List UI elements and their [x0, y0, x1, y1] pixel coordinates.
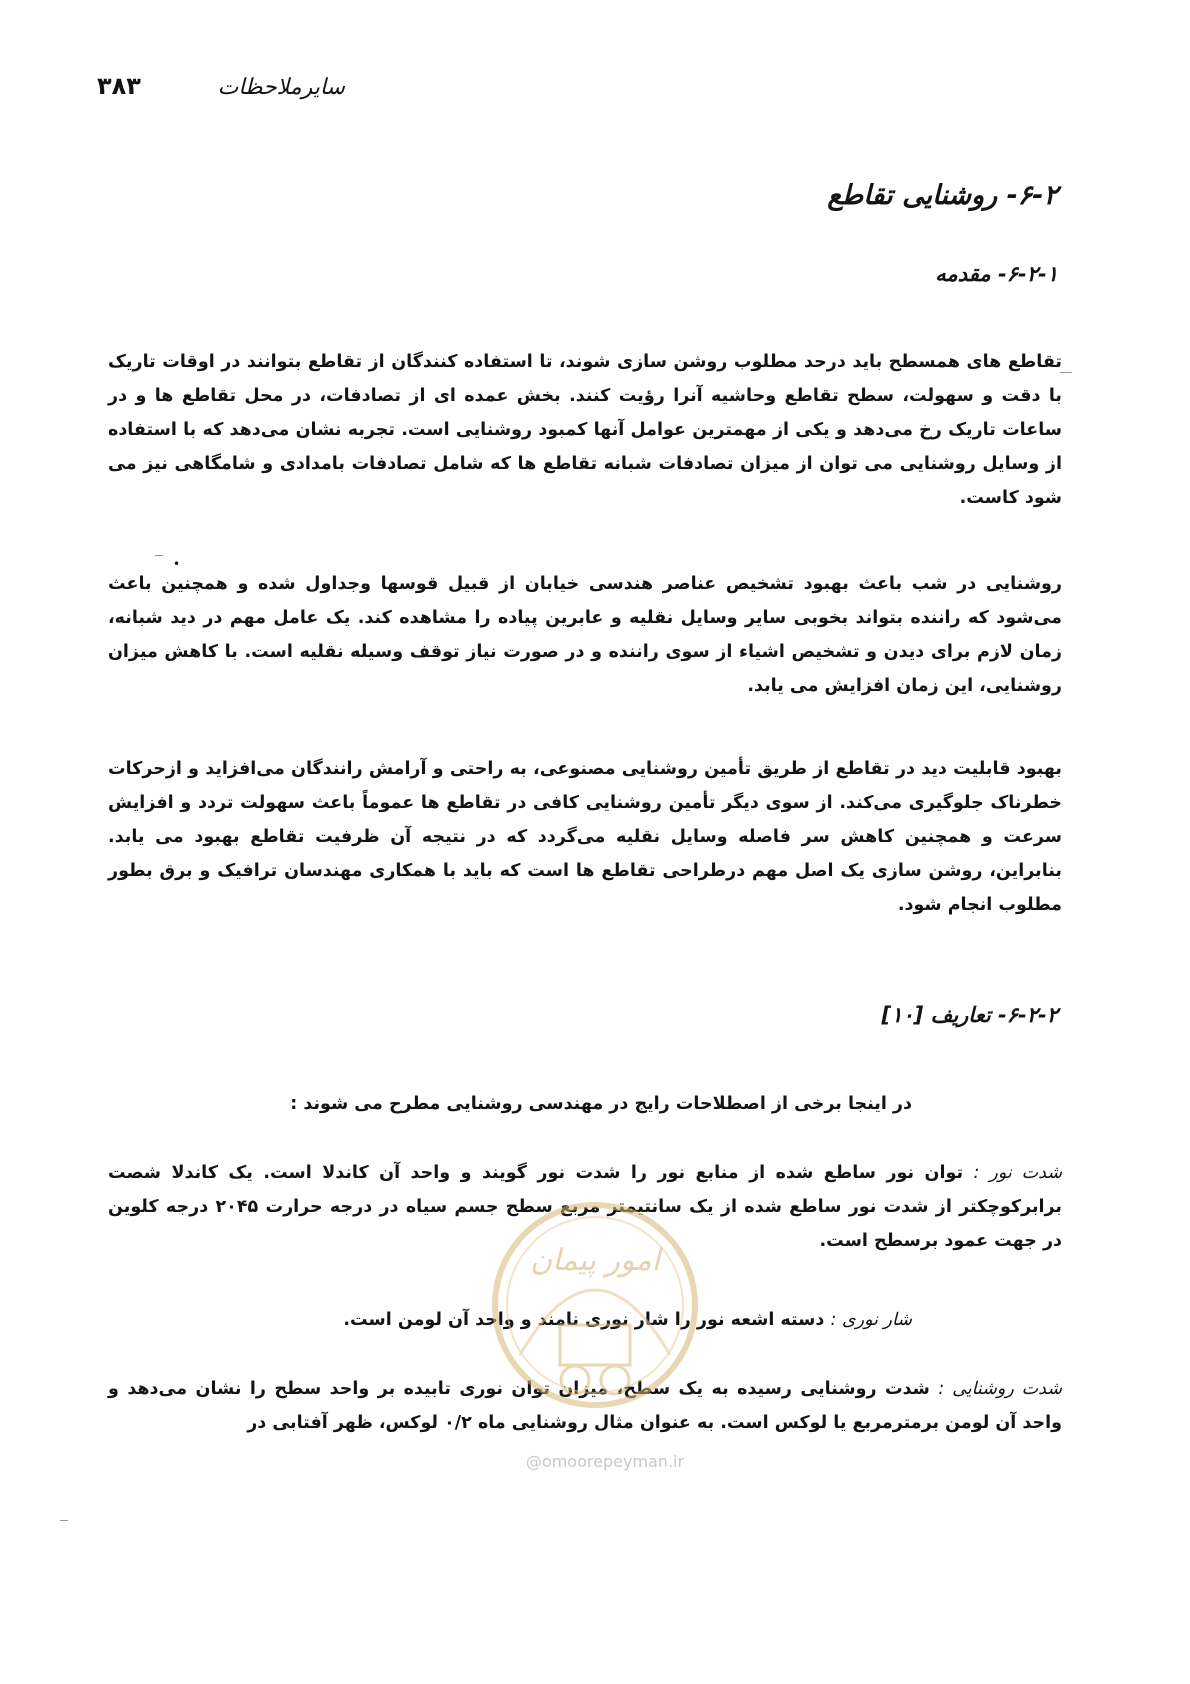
scan-mark — [155, 555, 163, 556]
watermark-logo-text: امور پیمان — [530, 1243, 660, 1278]
definition-text: شدت روشنایی رسیده به یک سطح، میزان توان نوری تابیده بر واحد سطح را نشان می‌دهد و واحد آن لومن برمترمربع یا لوکس است. به عنوان مثال روشنایی ماه ۰/۲ لوکس، ظهر آفتابی در — [108, 1379, 1062, 1433]
section-heading-definitions: ۶-۲-۲- تعاریف [۱۰] — [881, 1003, 1058, 1027]
page-number: ۳۸۳ — [97, 72, 141, 100]
watermark-url: @omoorepeyman.ir — [525, 1452, 685, 1471]
term-luminous-flux: شار نوری : — [830, 1310, 912, 1330]
term-illuminance: شدت روشنایی : — [938, 1379, 1062, 1399]
running-title: سایرملاحظات — [217, 75, 345, 100]
paragraph-intro-2: روشنایی در شب باعث بهبود تشخیص عناصر هندسی خیابان از قبیل قوسها وجداول شده و همچنین باعث می‌شود که راننده بتواند بخوبی سایر وسایل نقلیه و عابرین پیاده را مشاهده کند. یک عامل مهم در دید شبانه، زمان لازم برای دیدن و تشخیص اشیاء از سوی راننده و در صورت نیاز توقف وسیله نقلیه است. با کاهش میزان روشنایی، این زمان افزایش می یابد. — [108, 574, 1062, 696]
watermark-logo-icon — [480, 1185, 710, 1455]
definition-text: توان نور ساطع شده از منابع نور را شدت نور گویند و واحد آن کاندلا است. یک کاندلا شصت برابرکوچکتر از شدت نور ساطع شده از یک سانتیمتر مربع سطح جسم سیاه در درجه حرارت ۲۰۴۵ درجه کلوین در جهت عمود برسطح است. — [108, 1163, 1063, 1251]
definition-text: دسته اشعه نور را شار نوری نامند و واحد آن لومن است. — [343, 1310, 825, 1330]
section-heading-lighting: ۶-۲- روشنایی تقاطع — [827, 180, 1058, 211]
scan-mark — [1060, 372, 1072, 373]
term-luminous-intensity: شدت نور : — [973, 1163, 1063, 1183]
scan-mark — [60, 1520, 68, 1521]
paragraph-intro-3: بهبود قابلیت دید در تقاطع از طریق تأمین روشنایی مصنوعی، به راحتی و آرامش رانندگان می‌افزاید و ازحرکات خطرناک جلوگیری می‌کند. از سوی دیگر تأمین روشنایی کافی در تقاطع ها عموماً باعث سهولت تردد و افزایش سرعت و همچنین کاهش سر فاصله وسایل نقلیه می‌گردد که در نتیجه آن ظرفیت تقاطع بهبود می یابد. بنابراین، روشن سازی یک اصل مهم درطراحی تقاطع ها است که باید با همکاری مهندسان ترافیک و برق بطور مطلوب انجام شود. — [108, 759, 1062, 915]
paragraph-intro-1: تقاطع های همسطح باید درحد مطلوب روشن سازی شوند، تا استفاده کنندگان از تقاطع بتوانند در اوقات تاریک با دقت و سهولت، سطح تقاطع وحاشیه آنرا رؤیت کنند. بخش عمده ای از تصادفات، در محل تقاطع ها و در ساعات تاریک رخ می‌دهد و یکی از مهمترین عوامل آنها کمبود روشنایی است. تجربه نشان می‌دهد که با استفاده از وسایل روشنایی می توان از میزان تصادفات شبانه تقاطع ها که شامل تصادفات بامدادی و شامگاهی نیز می شود کاست. — [108, 352, 1062, 508]
paragraph-definitions-intro: در اینجا برخی از اصطلاحات رایج در مهندسی روشنایی مطرح می شوند : — [290, 1094, 912, 1114]
section-heading-intro: ۶-۲-۱- مقدمه — [935, 262, 1058, 286]
scan-dot: • — [173, 557, 181, 571]
